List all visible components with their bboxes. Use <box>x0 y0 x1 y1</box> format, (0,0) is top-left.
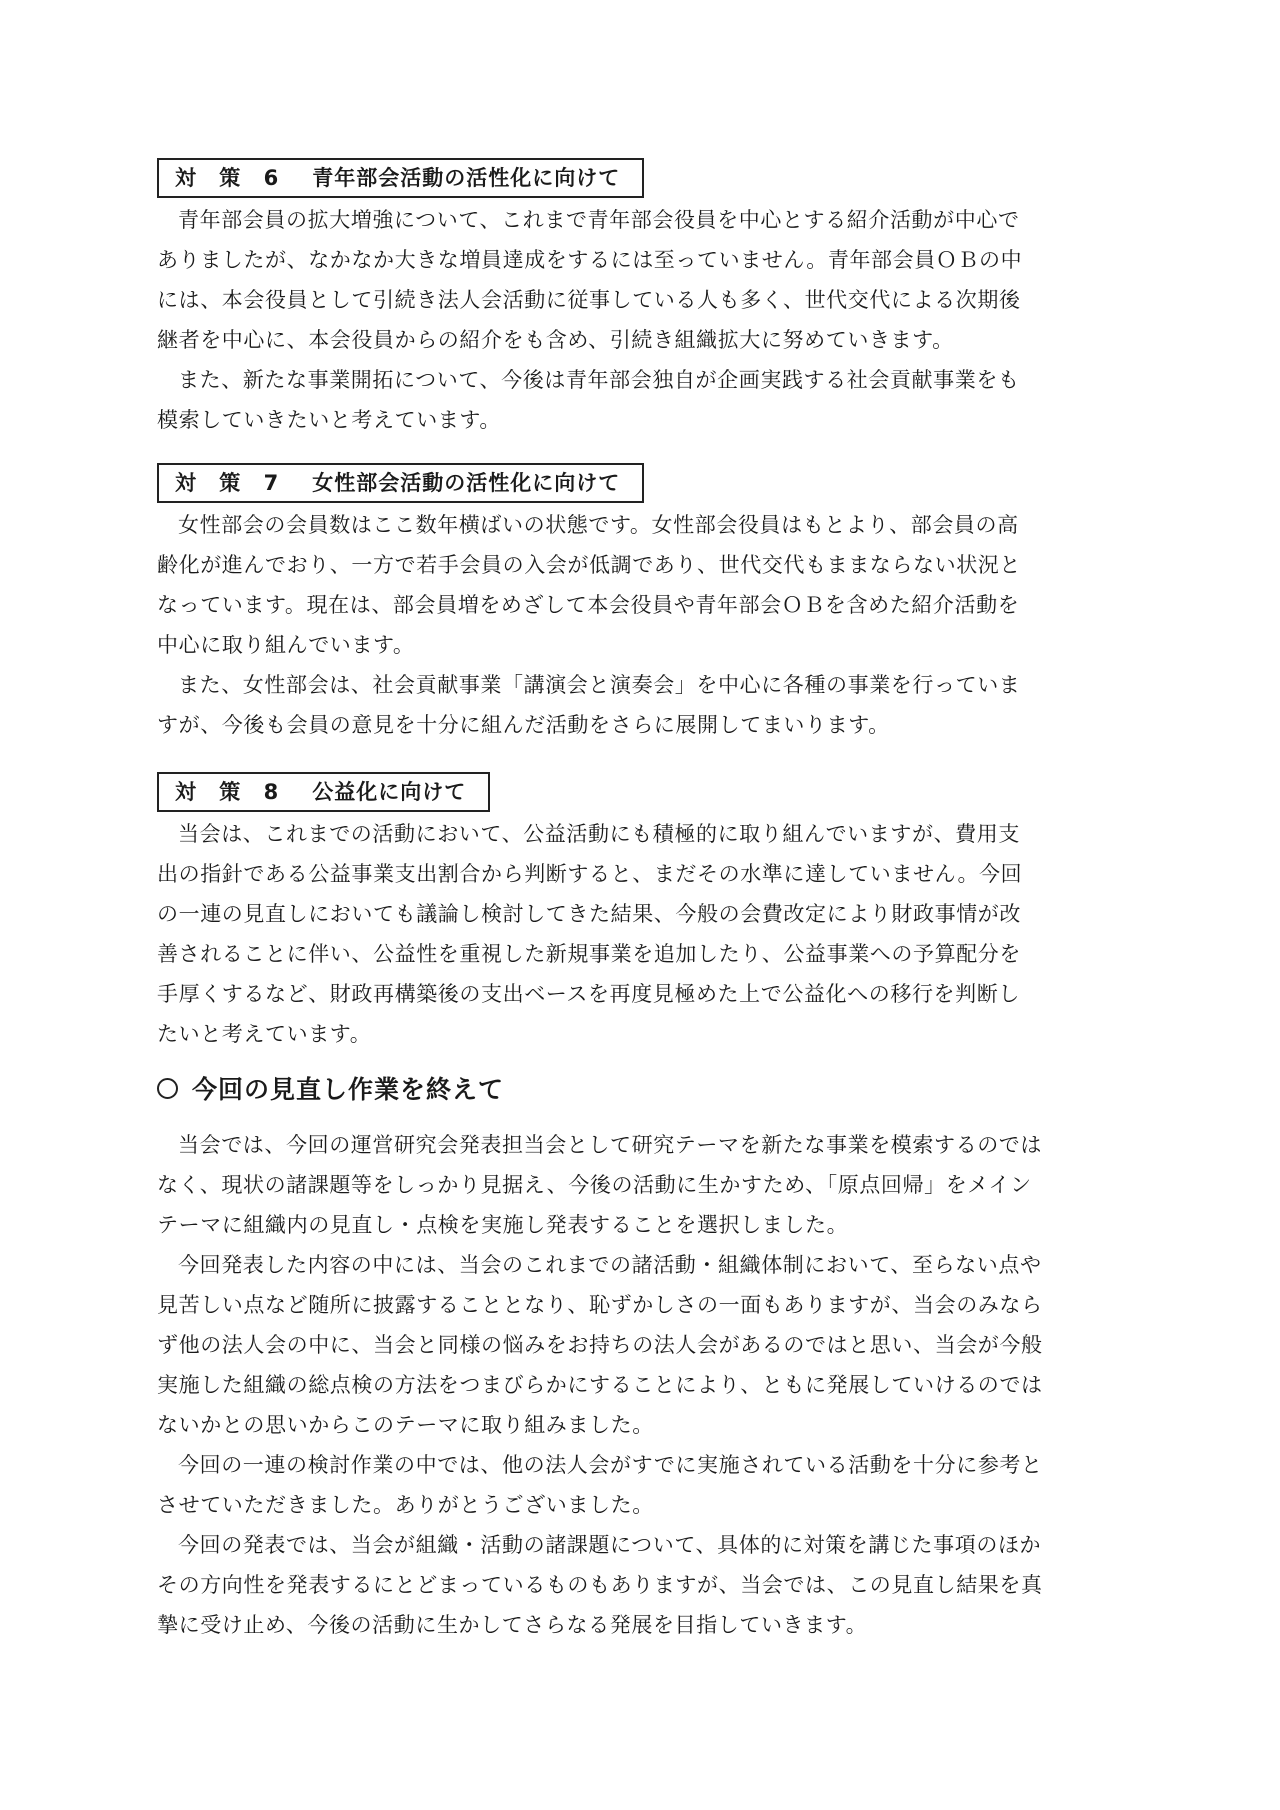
text-line: 齢化が進んでおり、一方で若手会員の入会が低調であり、世代交代もままならない状況と <box>157 553 1021 577</box>
conclusion-paragraph-1 <box>157 1125 1147 1245</box>
text-line: 当会では、今回の運営研究会発表担当会として研究テーマを新たな事業を模索するのでは <box>178 1133 1042 1157</box>
measure-7-paragraph-2 <box>157 665 1147 745</box>
text-line: 模索していきたいと考えています。 <box>157 408 501 432</box>
measure-6-label: 対 策 6 <box>175 166 287 190</box>
text-line: 手厚くするなど、財政再構築後の支出ベースを再度見極めた上で公益化への移行を判断し <box>157 982 1020 1006</box>
conclusion-paragraph-3 <box>157 1445 1147 1525</box>
text-line: また、新たな事業開拓について、今後は青年部会独自が企画実践する社会貢献事業をも <box>178 368 1020 392</box>
text-line: 女性部会の会員数はここ数年横ばいの状態です。女性部会役員はもとより、部会員の高 <box>178 513 1019 537</box>
conclusion-paragraph-4 <box>157 1525 1147 1645</box>
measure-6-section <box>157 158 1147 440</box>
text-line: テーマに組織内の見直し・点検を実施し発表することを選択しました。 <box>157 1213 849 1237</box>
conclusion-paragraph-2 <box>157 1245 1147 1445</box>
text-line: させていただきました。ありがとうございました。 <box>157 1493 654 1517</box>
measure-7-section <box>157 463 1147 745</box>
text-line: 見苦しい点など随所に披露することとなり、恥ずかしさの一面もありますが、当会のみなら <box>157 1293 1043 1317</box>
text-line: すが、今後も会員の意見を十分に組んだ活動をさらに展開してまいります。 <box>157 713 890 737</box>
text-line: ありましたが、なかなか大きな増員達成をするには至っていません。青年部会員ＯＢの中 <box>157 248 1023 272</box>
text-line: 実施した組織の総点検の方法をつまびらかにすることにより、ともに発展していけるのでは <box>157 1373 1043 1397</box>
text-line: ないかとの思いからこのテーマに取り組みました。 <box>157 1413 654 1437</box>
text-line: には、本会役員として引続き法人会活動に従事している人も多く、世代交代による次期後 <box>157 288 1021 312</box>
text-line: その方向性を発表するにとどまっているものもありますが、当会では、この見直し結果を真 <box>157 1573 1043 1597</box>
measure-8-paragraph-1 <box>157 814 1147 1054</box>
measure-8-section <box>157 772 1147 1054</box>
measure-8-heading <box>157 772 490 812</box>
measure-8-title: 公益化に向けて <box>312 780 467 804</box>
text-line: 中心に取り組んでいます。 <box>157 633 415 657</box>
text-line: 継者を中心に、本会役員からの紹介をも含め、引続き組織拡大に努めていきます。 <box>157 328 954 352</box>
text-line: 青年部会員の拡大増強について、これまで青年部会役員を中心とする紹介活動が中心で <box>178 208 1020 232</box>
measure-6-paragraph-2 <box>157 360 1147 440</box>
conclusion-title: 今回の見直し作業を終えて <box>192 1075 505 1104</box>
text-line: 出の指針である公益事業支出割合から判断すると、まだその水準に達していません。今回 <box>157 862 1023 886</box>
text-line: なく、現状の諸課題等をしっかり見据え、今後の活動に生かすため、「原点回帰」をメイン <box>157 1173 1032 1197</box>
circle-bullet-icon <box>157 1078 178 1099</box>
text-line: また、女性部会は、社会貢献事業「講演会と演奏会」を中心に各種の事業を行っていま <box>178 673 1021 697</box>
text-line: 今回の一連の検討作業の中では、他の法人会がすでに実施されている活動を十分に参考と <box>178 1453 1043 1477</box>
conclusion-section <box>157 1073 1147 1645</box>
text-line: 摯に受け止め、今後の活動に生かしてさらなる発展を目指していきます。 <box>157 1613 868 1637</box>
conclusion-heading <box>157 1073 1147 1107</box>
measure-8-label: 対 策 8 <box>175 780 287 804</box>
text-line: 当会は、これまでの活動において、公益活動にも積極的に取り組んでいますが、費用支 <box>178 822 1020 846</box>
text-line: の一連の見直しにおいても議論し検討してきた結果、今般の会費改定により財政事情が改 <box>157 902 1021 926</box>
measure-6-paragraph-1 <box>157 200 1147 360</box>
text-line: たいと考えています。 <box>157 1022 372 1046</box>
measure-6-heading <box>157 158 644 198</box>
text-line: 今回発表した内容の中には、当会のこれまでの諸活動・組織体制において、至らない点や <box>178 1253 1042 1277</box>
measure-7-label: 対 策 7 <box>175 471 287 495</box>
text-line: 善されることに伴い、公益性を重視した新規事業を追加したり、公益事業への予算配分を <box>157 942 1021 966</box>
text-line: 今回の発表では、当会が組織・活動の諸課題について、具体的に対策を講じた事項のほか <box>178 1533 1042 1557</box>
measure-6-title: 青年部会活動の活性化に向けて <box>312 166 621 190</box>
text-line: ず他の法人会の中に、当会と同様の悩みをお持ちの法人会があるのではと思い、当会が今般 <box>157 1333 1043 1357</box>
measure-7-paragraph-1 <box>157 505 1147 665</box>
measure-7-title: 女性部会活動の活性化に向けて <box>312 471 621 495</box>
measure-7-heading <box>157 463 644 503</box>
text-line: なっています。現在は、部会員増をめざして本会役員や青年部会ＯＢを含めた紹介活動を <box>157 593 1020 617</box>
